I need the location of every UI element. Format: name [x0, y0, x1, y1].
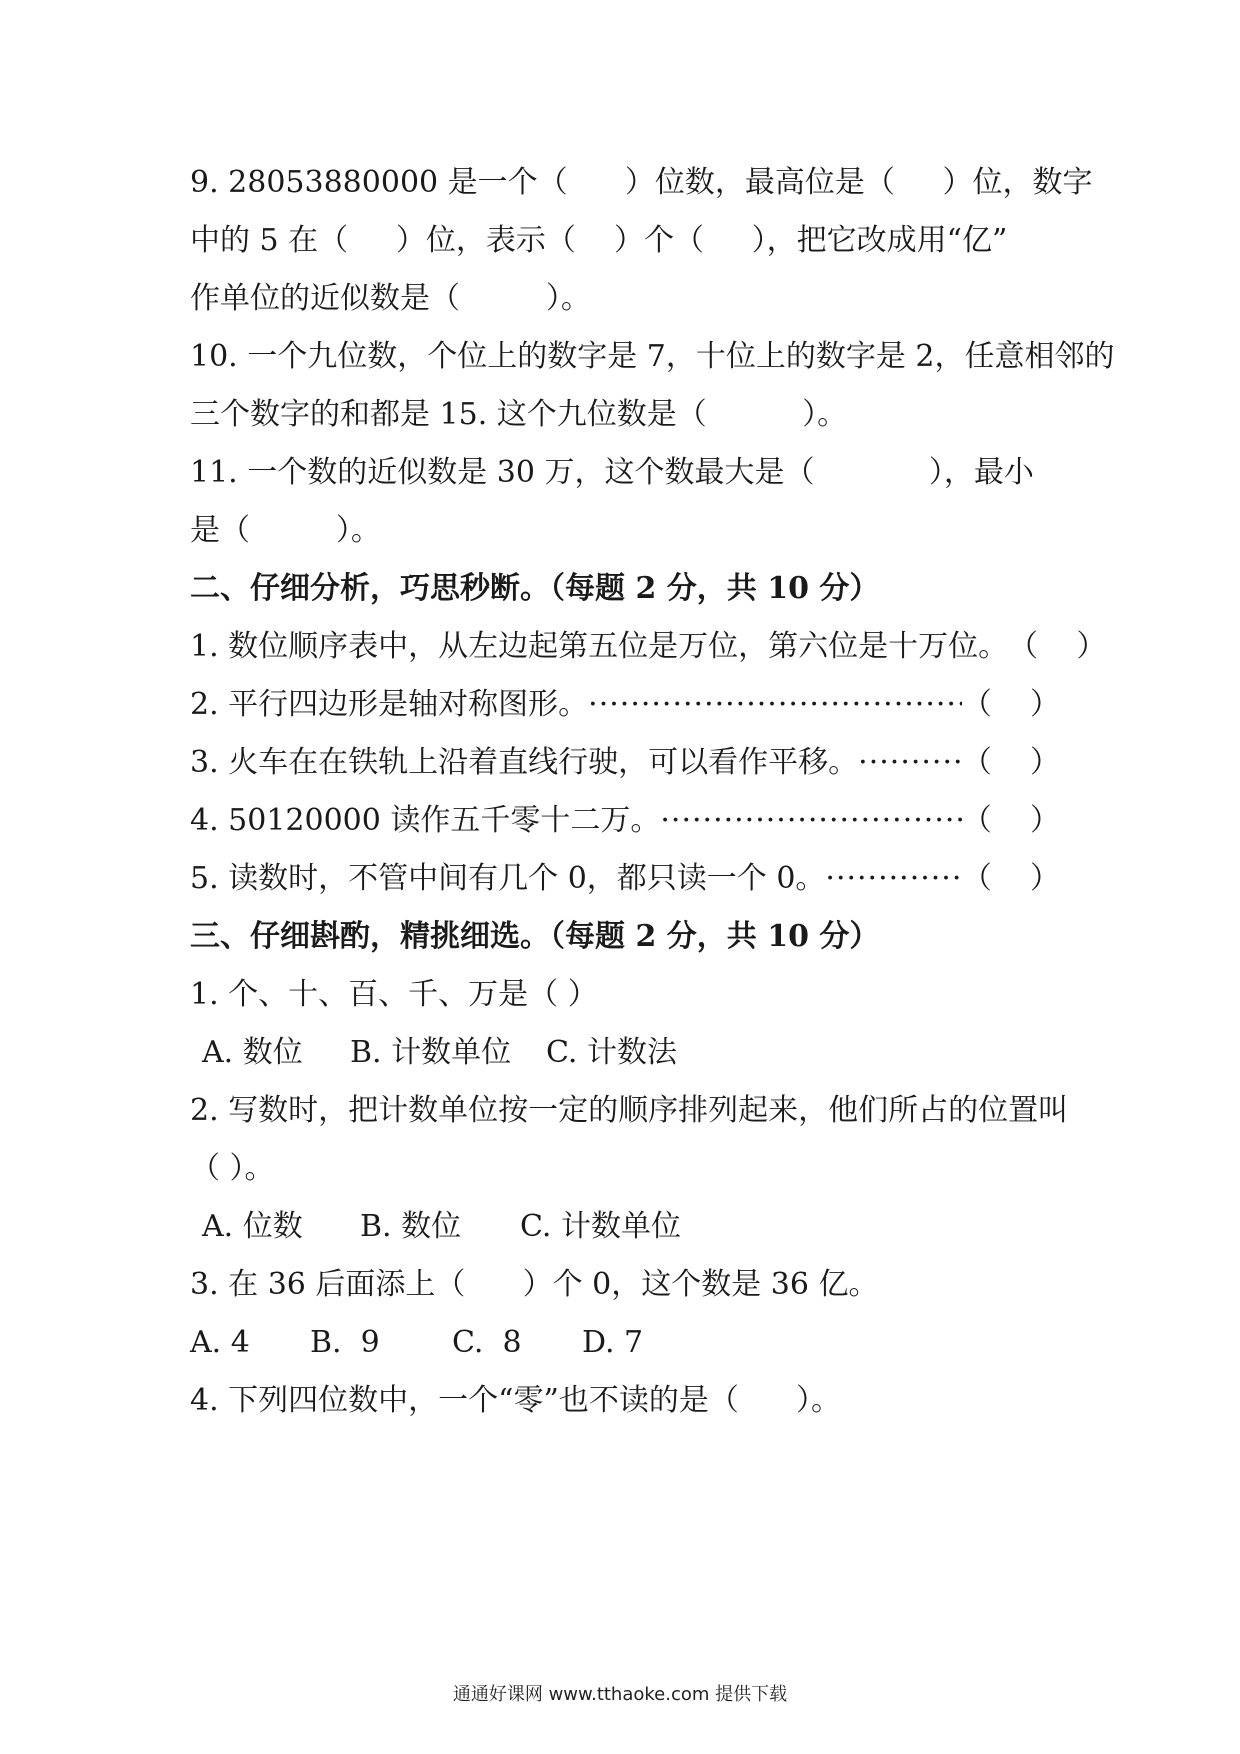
question-9-line-3: 作单位的近似数是（ ）。 [190, 281, 591, 316]
question-10-line-2: 三个数字的和都是 15. 这个九位数是（ ）。 [190, 397, 848, 432]
option-d: D. 7 [582, 1325, 644, 1360]
option-a: A. 位数 [202, 1209, 303, 1244]
section-2-title: 二、仔细分析，巧思秒断。（每题 2 分，共 10 分） [190, 571, 880, 606]
judge-item-3-answer: （ ） [961, 745, 1060, 780]
judge-item-3-text: 3. 火车在在铁轨上沿着直线行驶，可以看作平移。 [190, 745, 859, 780]
leader-dots [825, 859, 961, 899]
option-a: A. 数位 [202, 1035, 303, 1070]
choice-question-2-line-2: （ ）。 [190, 1151, 275, 1186]
judge-item-4-text: 4. 50120000 读作五千零十二万。 [190, 803, 661, 838]
question-11-line-2: 是（ ）。 [190, 513, 381, 548]
option-b: B. 数位 [360, 1209, 462, 1244]
judge-item-2-answer: （ ） [961, 687, 1060, 722]
option-b: B. 计数单位 [350, 1035, 512, 1070]
judge-item-4 [190, 801, 1060, 841]
judge-item-1-text: 1. 数位顺序表中，从左边起第五位是万位，第六位是十万位。 [190, 629, 1009, 664]
section-3-title: 三、仔细斟酌，精挑细选。（每题 2 分，共 10 分） [190, 919, 880, 954]
question-11-line-1: 11. 一个数的近似数是 30 万，这个数最大是（ ），最小 [190, 455, 1034, 490]
question-9-line-2: 中的 5 在（ ）位，表示（ ）个（ ），把它改成用“亿” [190, 223, 1008, 258]
option-b: B. 9 [310, 1325, 380, 1360]
leader-dots [660, 801, 961, 841]
footer-source-text: 通通好课网 www.tthaoke.com 提供下载 [452, 1684, 788, 1705]
judge-item-4-answer: （ ） [961, 803, 1060, 838]
judge-item-2 [190, 685, 1060, 725]
question-9-line-1: 9. 28053880000 是一个（ ）位数，最高位是（ ）位，数字 [190, 165, 1093, 200]
question-10-line-1: 10. 一个九位数，个位上的数字是 7，十位上的数字是 2，任意相邻的 [190, 339, 1115, 374]
judge-item-5 [190, 859, 1060, 899]
judge-item-5-text: 5. 读数时，不管中间有几个 0，都只读一个 0。 [190, 861, 826, 896]
choice-question-3: 3. 在 36 后面添上（ ）个 0，这个数是 36 亿。 [190, 1267, 879, 1302]
option-c: C. 计数法 [546, 1035, 677, 1070]
option-a: A. 4 [190, 1325, 250, 1360]
judge-item-2-text: 2. 平行四边形是轴对称图形。 [190, 687, 589, 722]
choice-question-3-options [190, 1323, 1060, 1563]
choice-question-2-line-1: 2. 写数时，把计数单位按一定的顺序排列起来，他们所占的位置叫 [190, 1093, 1069, 1128]
leader-dots [588, 685, 962, 725]
choice-question-1-options [190, 1033, 1069, 1233]
judge-item-1-answer: （ ） [1008, 629, 1107, 664]
judge-item-5-answer: （ ） [961, 861, 1060, 896]
choice-question-4: 4. 下列四位数中，一个“零”也不读的是（ ）。 [190, 1383, 842, 1418]
leader-dots [858, 743, 962, 783]
judge-item-3 [190, 743, 1060, 783]
option-c: C. 计数单位 [520, 1209, 681, 1244]
choice-question-1: 1. 个、十、百、千、万是（ ） [190, 977, 598, 1012]
option-c: C. 8 [452, 1325, 522, 1360]
judge-item-1 [190, 627, 1107, 667]
